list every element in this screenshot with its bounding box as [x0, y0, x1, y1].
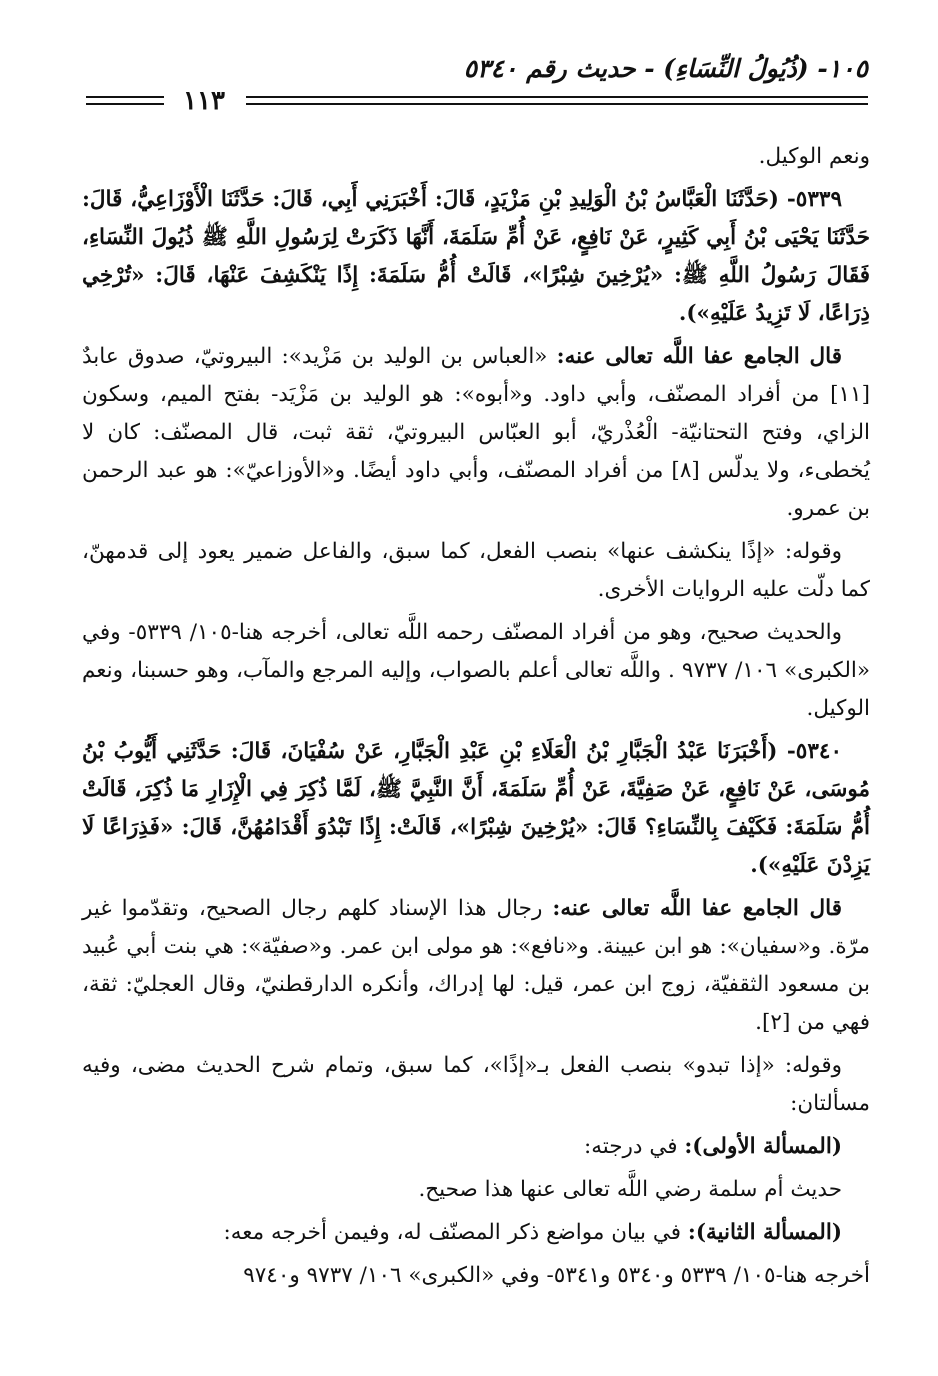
commentary-5339: [82, 338, 870, 528]
header-rule-left-upper: [86, 96, 164, 98]
hadith-5340: ٥٣٤٠- (أَخْبَرَنَا عَبْدُ الْجَبَّارِ بْنُ الْعَلَاءِ بْنِ عَبْدِ الْجَبَّارِ، عَنْ سُفْيَانَ، قَالَ: حَدَّثَنِي أَيُّوبُ بْنُ مُوسَى، عَنْ نَافِعٍ، عَنْ صَفِيَّةَ، عَنْ أُمِّ سَلَمَةَ، أَنَّ النَّبِيَّ ﷺ، لَمَّا ذُكِرَ فِي الْإِزَارِ مَا ذُكِرَ، قَالَتْ أُمُّ سَلَمَةَ: فَكَيْفَ بِالنِّسَاءِ؟ قَالَ: «يُرْخِينَ شِبْرًا»، قَالَتْ: إِذًا تَبْدُوَ أَقْدَامُهُنَّ، قَالَ: «فَذِرَاعًا لَا يَزِدْنَ عَلَيْهِ»).: [82, 739, 870, 878]
commentator-lead: قال الجامع عفا اللَّه تعالى عنه:: [552, 896, 843, 921]
paragraph-explanation: وقوله: «إذًا ينكشف عنها» بنصب الفعل، كما سبق، والفاعل ضمير يعود إلى قدمهنّ، كما دلّت عليه الروايات الأخرى.: [82, 539, 870, 602]
issue-first: [82, 1128, 870, 1166]
commentator-lead: قال الجامع عفا اللَّه تعالى عنه:: [556, 344, 842, 369]
header-rule-left-lower: [86, 103, 164, 105]
issue-first-answer: حديث أم سلمة رضي اللَّه تعالى عنها هذا صحيح.: [418, 1177, 842, 1202]
issue-first-heading: (المسألة الأولى):: [684, 1134, 842, 1159]
issue-second-heading: (المسألة الثانية):: [687, 1220, 842, 1245]
header-rule-right-lower: [246, 103, 868, 105]
issue-first-text: في درجته:: [584, 1134, 685, 1159]
header-rule-right-upper: [246, 96, 868, 98]
paragraph-explanation-2: وقوله: «إذا تبدو» بنصب الفعل بـ«إذًا»، كما سبق، وتمام شرح الحديث مضى، وفيه مسألتان:: [82, 1053, 870, 1116]
issue-second-answer: أخرجه هنا-١٠٥/ ٥٣٣٩ و٥٣٤٠ و٥٣٤١- وفي «الكبرى» ١٠٦/ ٩٧٣٧ و٩٧٤٠: [243, 1263, 870, 1288]
commentary-5340: [82, 890, 870, 1042]
commentary-text: «العباس بن الوليد بن مَزْيد»: البيروتيّ، صدوق عابدٌ [١١] من أفراد المصنّف، وأبي داود. و«أبوه»: هو الوليد بن مَزْيَد- بفتح الميم، وسكون الزاي، وفتح التحتانيّة- الْعُذْريّ، أبو العبّاس البيروتيّ، ثقة ثبت، قال المصنّف: كان لا يُخطىء، ولا يدلّس [٨] من أفراد المصنّف، وأبي داود أيضًا. و«الأوزاعيّ»: هو عبد الرحمن بن عمرو.: [82, 344, 871, 521]
commentary-text: رجال هذا الإسناد كلهم رجال الصحيح، وتقدّموا غير مرّة. و«سفيان»: هو ابن عيينة. و«نافع»: هو مولى ابن عمر. و«صفيّة»: هي بنت أبي عُبيد بن مسعود الثقفيّة، زوج ابن عمر، قيل: لها إدراك، وأنكره الدارقطنيّ، وقال العجليّ: ثقة، فهي من [٢].: [82, 896, 870, 1035]
running-header-title: ١٠٥- (ذُيُولُ النِّسَاءِ) - حديث رقم ٥٣٤٠: [463, 54, 868, 83]
issue-second: [82, 1214, 870, 1252]
hadith-5339: ٥٣٣٩- (حَدَّثَنَا الْعَبَّاسُ بْنُ الْوَلِيدِ بْنِ مَزْيَدٍ، قَالَ: أَخْبَرَنِي أَبِي، قَالَ: حَدَّثَنَا الْأَوْزَاعِيُّ، قَالَ: حَدَّثَنَا يَحْيَى بْنُ أَبِي كَثِيرٍ، عَنْ نَافِعٍ، عَنْ أُمِّ سَلَمَةَ، أَنَّهَا ذَكَرَتْ لِرَسُولِ اللَّهِ ﷺ ذُيُولَ النِّسَاءِ، فَقَالَ رَسُولُ اللَّهِ ﷺ: «يُرْخِينَ شِبْرًا»، قَالَتْ أُمُّ سَلَمَةَ: إِذًا يَنْكَشِفَ عَنْهَا، قَالَ: «تُرْخِي ذِرَاعًا، لَا تَزِيدُ عَلَيْهِ»).: [82, 187, 870, 326]
issue-second-text: في بيان مواضع ذكر المصنّف له، وفيمن أخرجه معه:: [223, 1220, 688, 1245]
paragraph-closing: ونعم الوكيل.: [758, 144, 870, 169]
paragraph-grading: والحديث صحيح، وهو من أفراد المصنّف رحمه اللَّه تعالى، أخرجه هنا-١٠٥/ ٥٣٣٩- وفي «الكبرى» ١٠٦/ ٩٧٣٧ . واللَّه تعالى أعلم بالصواب، وإليه المرجع والمآب، وهو حسبنا، ونعم الوكيل.: [82, 620, 870, 721]
page-body: [82, 138, 870, 1300]
page-number: ١١٣: [183, 86, 225, 116]
